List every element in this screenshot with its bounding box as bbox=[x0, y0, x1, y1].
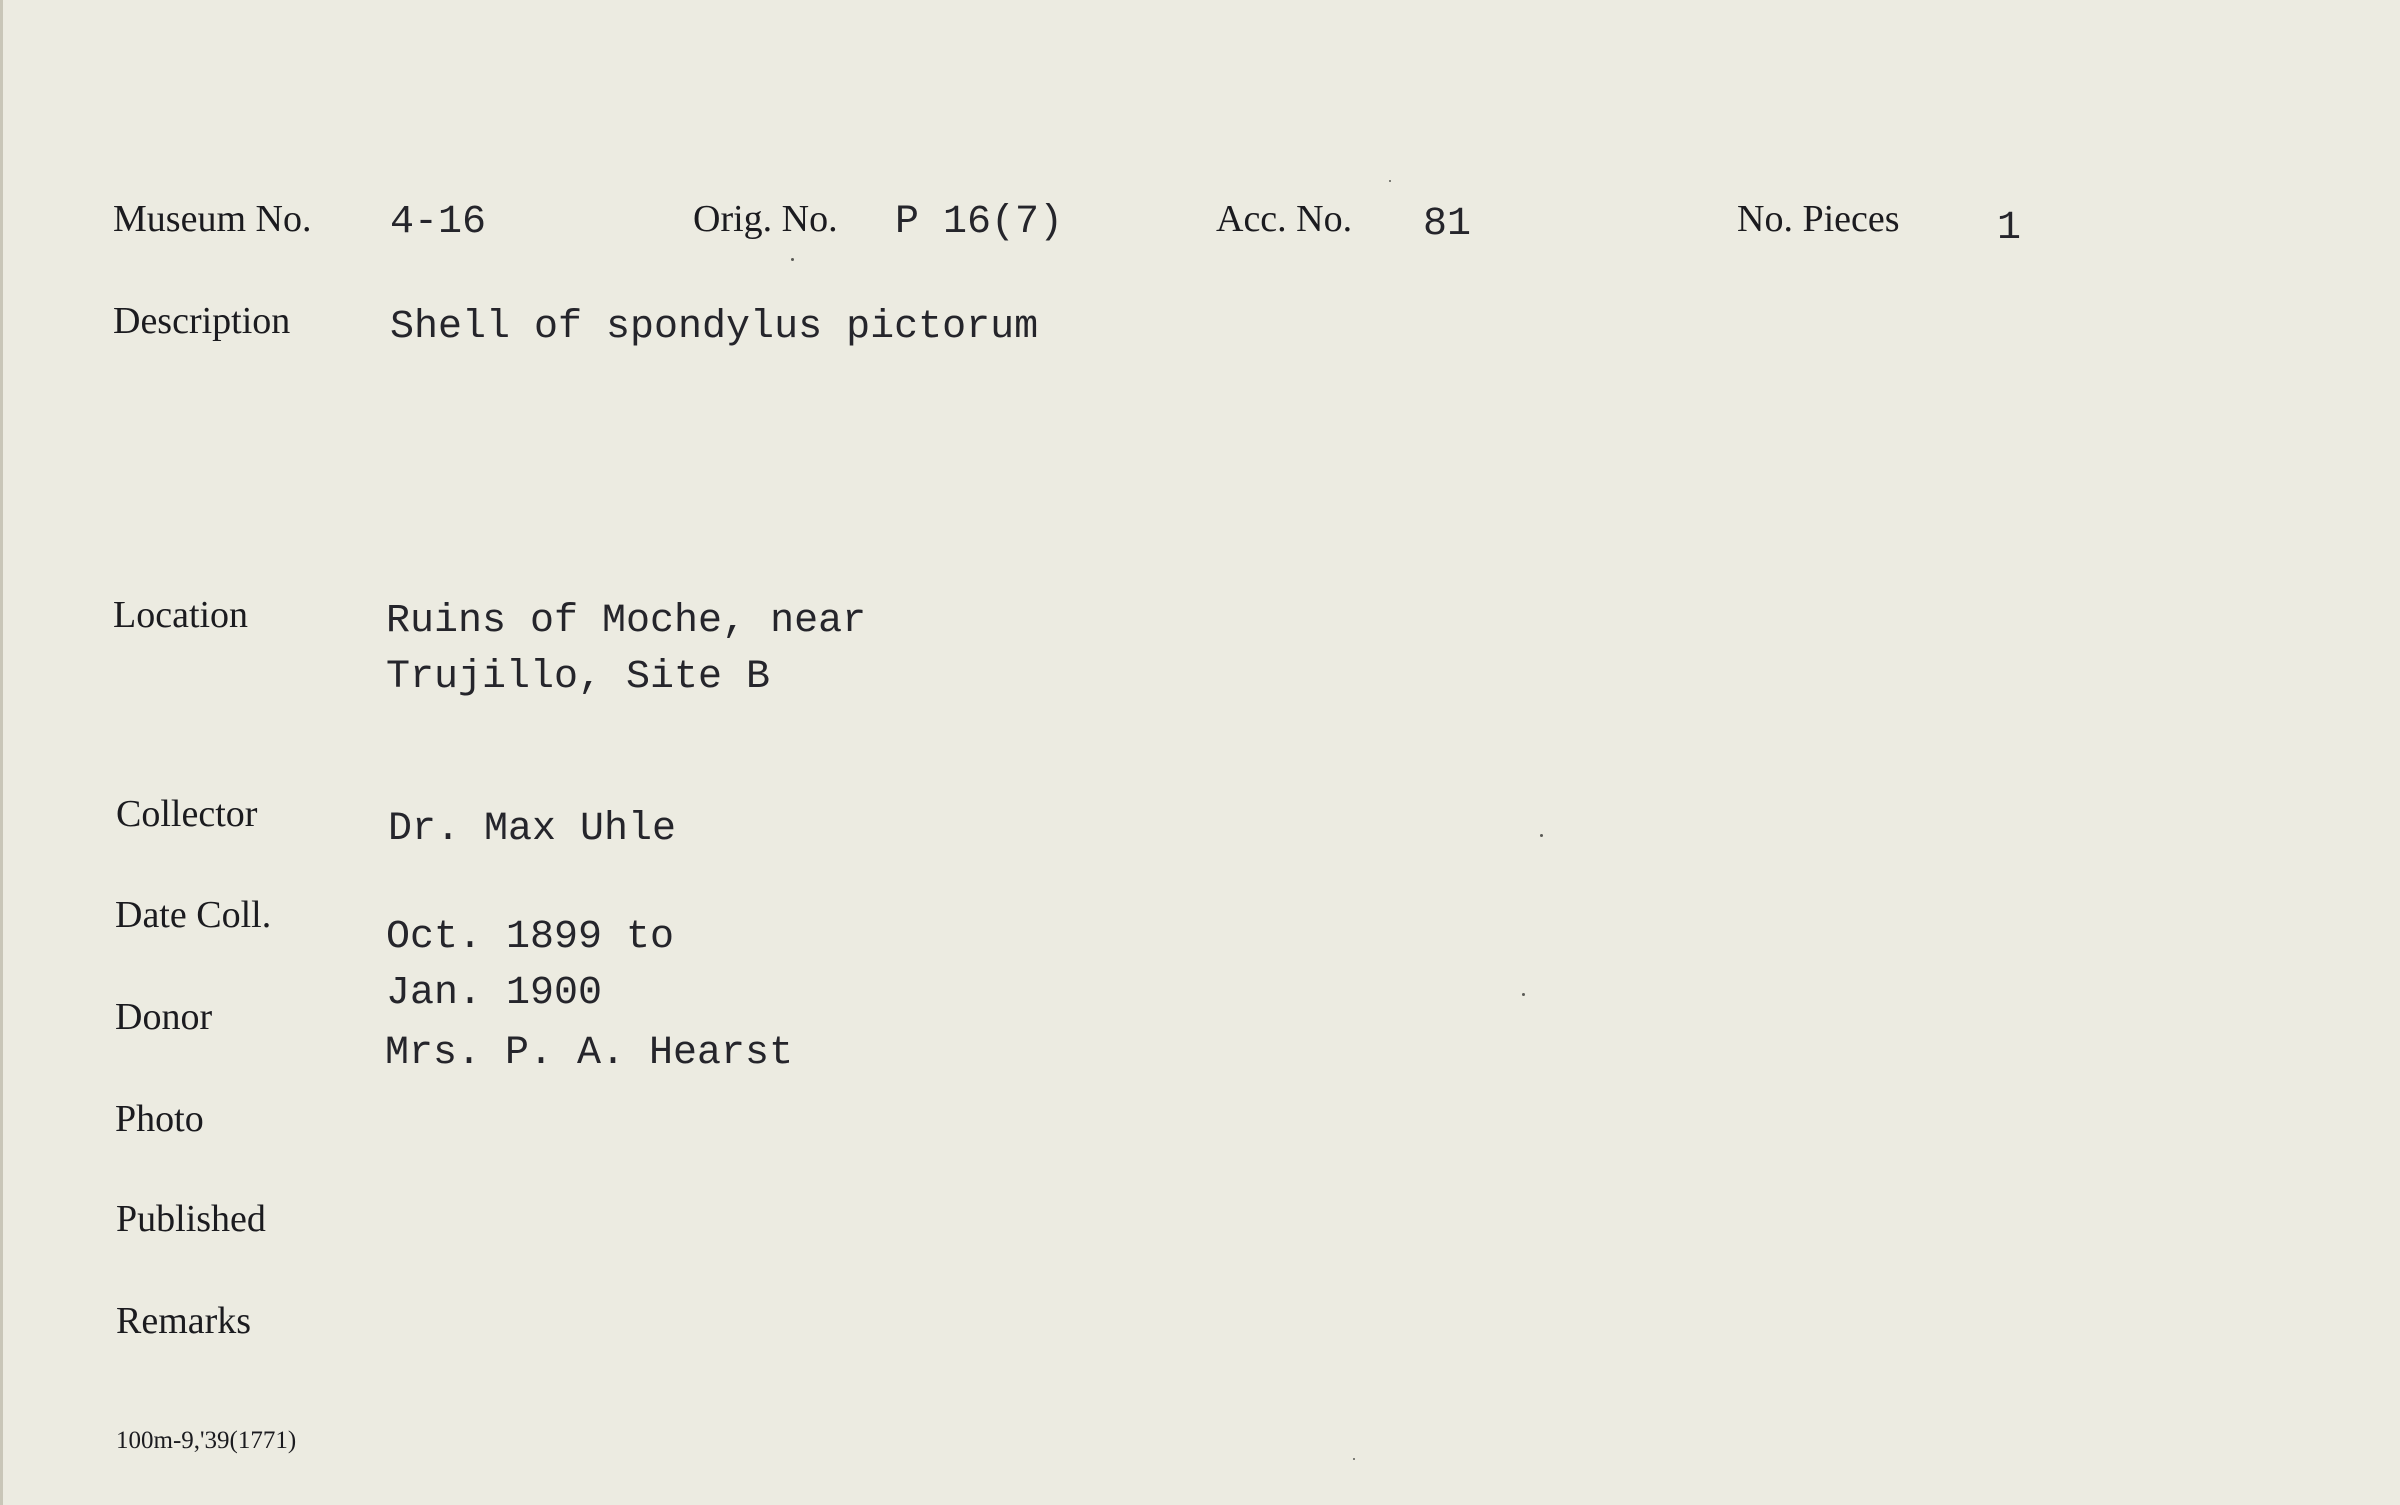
location-label: Location bbox=[113, 594, 249, 636]
date-coll-value: Oct. 1899 to Jan. 1900 bbox=[386, 915, 675, 1016]
museum-no-value: 4-16 bbox=[390, 200, 487, 245]
paper-speck bbox=[791, 258, 794, 261]
acc-no-value: 81 bbox=[1423, 202, 1472, 247]
collector-label: Collector bbox=[116, 793, 258, 835]
remarks-label: Remarks bbox=[116, 1300, 252, 1342]
published-label: Published bbox=[116, 1198, 266, 1240]
date-coll-label: Date Coll. bbox=[115, 894, 272, 936]
no-pieces-value: 1 bbox=[1997, 206, 2022, 251]
print-code: 100m-9,'39(1771) bbox=[116, 1427, 297, 1454]
donor-value: Mrs. P. A. Hearst bbox=[385, 1031, 794, 1076]
paper-speck bbox=[1540, 834, 1543, 837]
description-label: Description bbox=[113, 300, 291, 342]
paper-speck bbox=[1353, 1458, 1355, 1460]
donor-label: Donor bbox=[115, 996, 213, 1038]
no-pieces-label: No. Pieces bbox=[1737, 198, 1900, 240]
description-value: Shell of spondylus pictorum bbox=[390, 305, 1039, 350]
museum-no-label: Museum No. bbox=[113, 198, 312, 240]
location-value: Ruins of Moche, near Trujillo, Site B bbox=[386, 599, 867, 700]
acc-no-label: Acc. No. bbox=[1216, 198, 1353, 240]
photo-label: Photo bbox=[115, 1098, 204, 1140]
orig-no-label: Orig. No. bbox=[693, 198, 838, 240]
paper-speck bbox=[1389, 180, 1391, 182]
collector-value: Dr. Max Uhle bbox=[388, 807, 677, 852]
orig-no-value: P 16(7) bbox=[895, 200, 1064, 245]
paper-speck bbox=[1522, 993, 1525, 996]
